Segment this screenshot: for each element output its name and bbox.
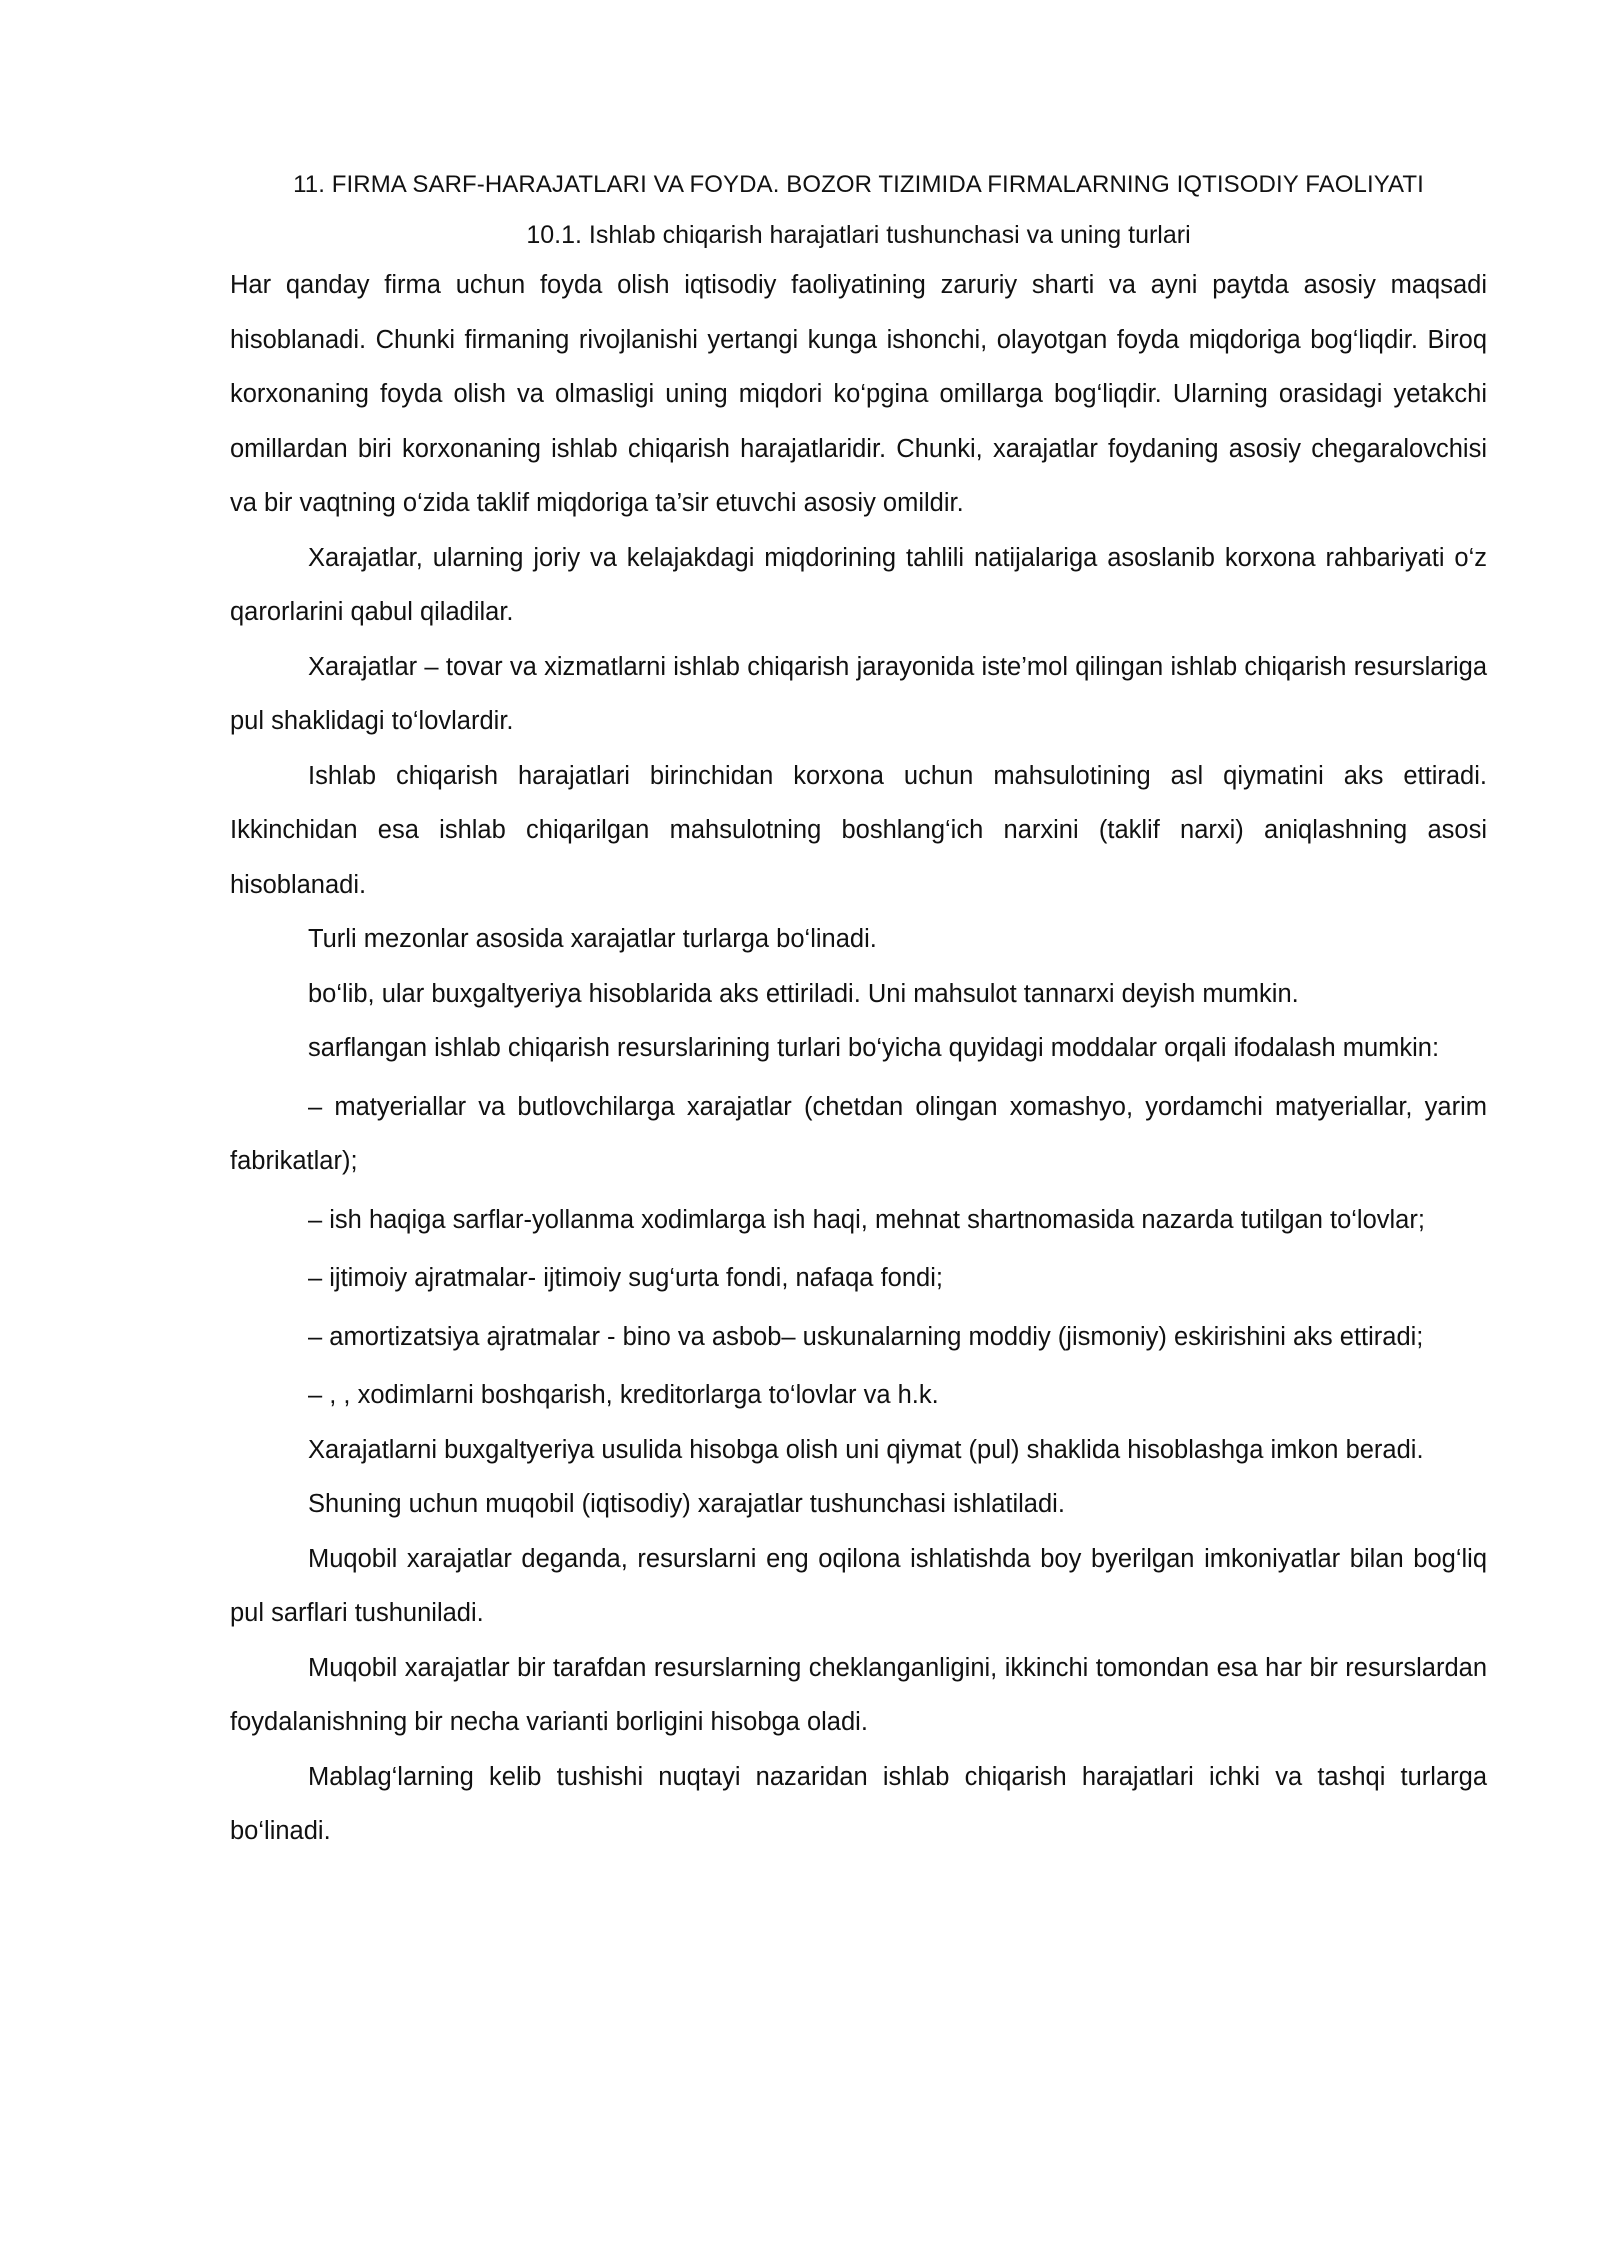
paragraph: Xarajatlar, ularning joriy va kelajakdagi miqdorining tahlili natijalariga asoslanib korxona rahbariyati o‘z qarorlarini qabul qiladilar. [230, 543, 1487, 626]
paragraph: Muqobil xarajatlar deganda, resurslarni eng oqilona ishlatishda boy byerilgan imkoniyatlar bilan bog‘liq pul sarflari tushuniladi. [230, 1544, 1487, 1627]
paragraph: Har qanday firma uchun foyda olish iqtisodiy faoliyatining zaruriy sharti va ayni paytda asosiy maqsadi hisoblanadi. Chunki firmaning rivojlanishi yertangi kunga ishonchi, olayotgan foyda miqdoriga bog‘liqdir. Biroq korxonaning foyda olish va olmasligi uning miqdori ko‘pgina omillarga bog‘liqdir. Ularning orasidagi yetakchi omillardan biri korxonaning ishlab chiqarish harajatlaridir. Chunki, xarajatlar foydaning asosiy chegaralovchisi va bir vaqtning o‘zida taklif miqdoriga ta’sir etuvchi asosiy omildir. [230, 271, 1487, 517]
paragraph: Xarajatlar – tovar va xizmatlarni ishlab chiqarish jarayonida iste’mol qilingan ishlab chiqarish resurslariga pul shaklidagi to‘lovlardir. [230, 652, 1487, 735]
paragraph: sarflangan ishlab chiqarish resurslarining turlari bo‘yicha quyidagi moddalar orqali ifodalash mumkin: [308, 1034, 1440, 1062]
document-body [230, 168, 1487, 1859]
list-item: – ish haqiga sarflar-yollanma xodimlarga ish haqi, mehnat shartnomasida nazarda tutilgan to‘lovlar; [308, 1205, 1425, 1234]
paragraph: Mablag‘larning kelib tushishi nuqtayi nazaridan ishlab chiqarish harajatlari ichki va tashqi turlarga bo‘linadi. [230, 1762, 1487, 1845]
list-item: – ijtimoiy ajratmalar- ijtimoiy sug‘urta fondi, nafaqa fondi; [308, 1264, 943, 1292]
paragraph: Muqobil xarajatlar bir tarafdan resurslarning cheklanganligini, ikkinchi tomondan esa har bir resurslardan foydalanishning bir necha varianti borligini hisobga oladi. [230, 1653, 1487, 1736]
paragraph: Xarajatlarni buxgaltyeriya usulida hisobga olish uni qiymat (pul) shaklida hisoblashga imkon beradi. [308, 1435, 1424, 1464]
paragraph: bo‘lib, ular buxgaltyeriya hisoblarida aks ettiriladi. Uni mahsulot tannarxi deyish mumkin. [308, 979, 1299, 1008]
list-item: – , , xodimlarni boshqarish, kreditorlarga to‘lovlar va h.k. [308, 1381, 939, 1409]
paragraph: Turli mezonlar asosida xarajatlar turlarga bo‘linadi. [308, 925, 877, 953]
list-item: – amortizatsiya ajratmalar - bino va asbob– uskunalarning moddiy (jismoniy) eskirishini aks ettiradi; [308, 1322, 1424, 1351]
section-title: 10.1. Ishlab chiqarish harajatlari tushunchasi va uning turlari [526, 221, 1191, 249]
list-item: – matyeriallar va butlovchilarga xarajatlar (chetdan olingan xomashyo, yordamchi matyeriallar, yarim fabrikatlar); [230, 1092, 1487, 1175]
paragraph: Ishlab chiqarish harajatlari birinchidan korxona uchun mahsulotining asl qiymatini aks ettiradi. Ikkinchidan esa ishlab chiqarilgan mahsulotning boshlang‘ich narxini (taklif narxi) aniqlashning asosi hisoblanadi. [230, 761, 1487, 899]
paragraph: Shuning uchun muqobil (iqtisodiy) xarajatlar tushunchasi ishlatiladi. [308, 1490, 1065, 1518]
chapter-title: 11. FIRMA SARF-HARAJATLARI VA FOYDA. BOZOR TIZIMIDA FIRMALARNING IQTISODIY FAOLIYATI [293, 171, 1424, 198]
